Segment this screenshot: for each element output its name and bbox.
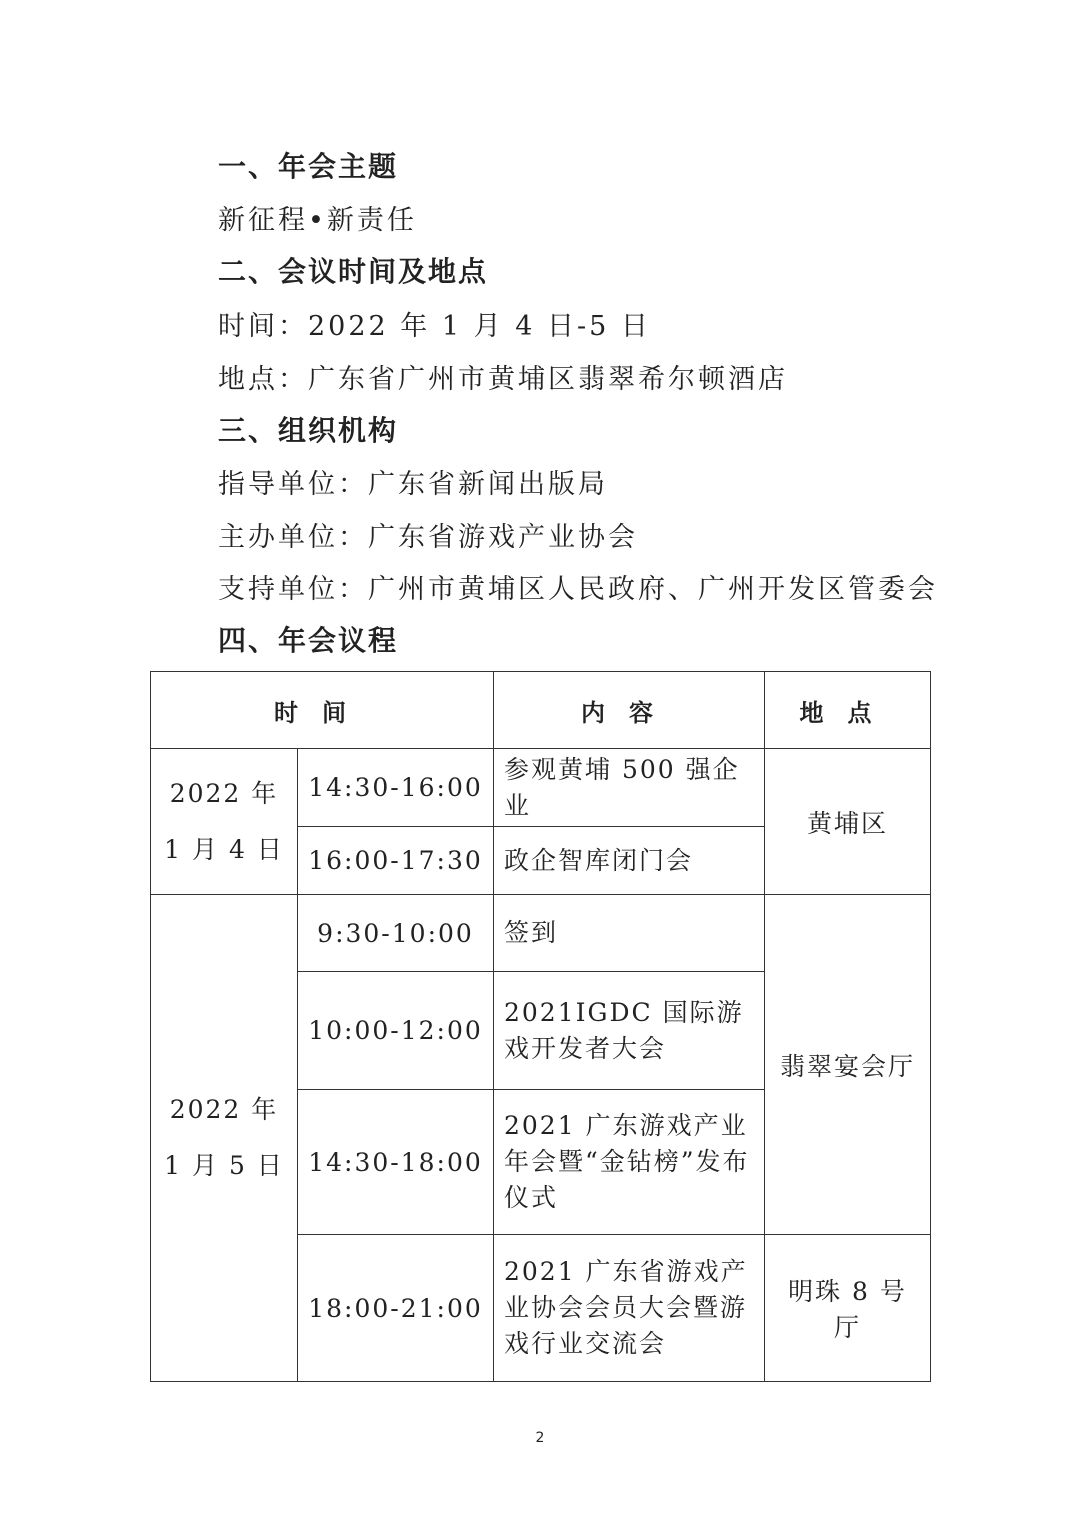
day2-date-cell (151, 895, 298, 1382)
table-header-row (151, 672, 931, 749)
host-unit: 主办单位：广东省游戏产业协会 (218, 522, 638, 553)
content-cell: 2021 广东游戏产业年会暨“金钻榜”发布仪式 (494, 1090, 765, 1235)
content-cell: 2021IGDC 国际游戏开发者大会 (494, 972, 765, 1090)
content-cell: 签到 (494, 895, 765, 972)
content-cell: 2021 广东省游戏产业协会会员大会暨游戏行业交流会 (494, 1235, 765, 1382)
day2-location-last: 明珠 8 号厅 (765, 1235, 931, 1382)
content-cell: 政企智库闭门会 (494, 827, 765, 895)
meeting-time: 时间：2022 年 1 月 4 日-5 日 (218, 311, 651, 342)
day1-date: 1 月 4 日 (164, 834, 284, 864)
time-cell: 14:30-18:00 (298, 1090, 494, 1235)
meeting-place: 地点：广东省广州市黄埔区翡翠希尔顿酒店 (218, 364, 788, 395)
section-3-title: 三、组织机构 (218, 414, 399, 447)
section-4-title: 四、年会议程 (218, 624, 399, 657)
table-row (151, 895, 931, 972)
page-number: 2 (535, 1430, 545, 1446)
day2-location-main: 翡翠宴会厅 (765, 895, 931, 1235)
day2-year: 2022 年 (169, 1095, 279, 1124)
header-location: 地点 (765, 672, 931, 749)
time-cell: 16:00-17:30 (298, 827, 494, 895)
time-cell: 18:00-21:00 (298, 1235, 494, 1382)
table-row (151, 749, 931, 827)
day1-date-cell (151, 749, 298, 895)
header-time: 时间 (151, 672, 494, 749)
day2-date: 1 月 5 日 (164, 1151, 284, 1180)
theme-text: 新征程•新责任 (218, 205, 417, 236)
agenda-table (150, 671, 931, 1382)
time-cell: 14:30-16:00 (298, 749, 494, 827)
content-cell: 参观黄埔 500 强企业 (494, 749, 765, 827)
section-2-title: 二、会议时间及地点 (218, 255, 489, 288)
time-cell: 10:00-12:00 (298, 972, 494, 1090)
day1-location: 黄埔区 (765, 749, 931, 895)
guiding-unit: 指导单位：广东省新闻出版局 (218, 469, 608, 500)
header-content: 内容 (494, 672, 765, 749)
day1-year: 2022 年 (169, 778, 279, 808)
supporting-unit: 支持单位：广州市黄埔区人民政府、广州开发区管委会 (218, 574, 938, 605)
time-cell: 9:30-10:00 (298, 895, 494, 972)
section-1-title: 一、年会主题 (218, 150, 399, 183)
